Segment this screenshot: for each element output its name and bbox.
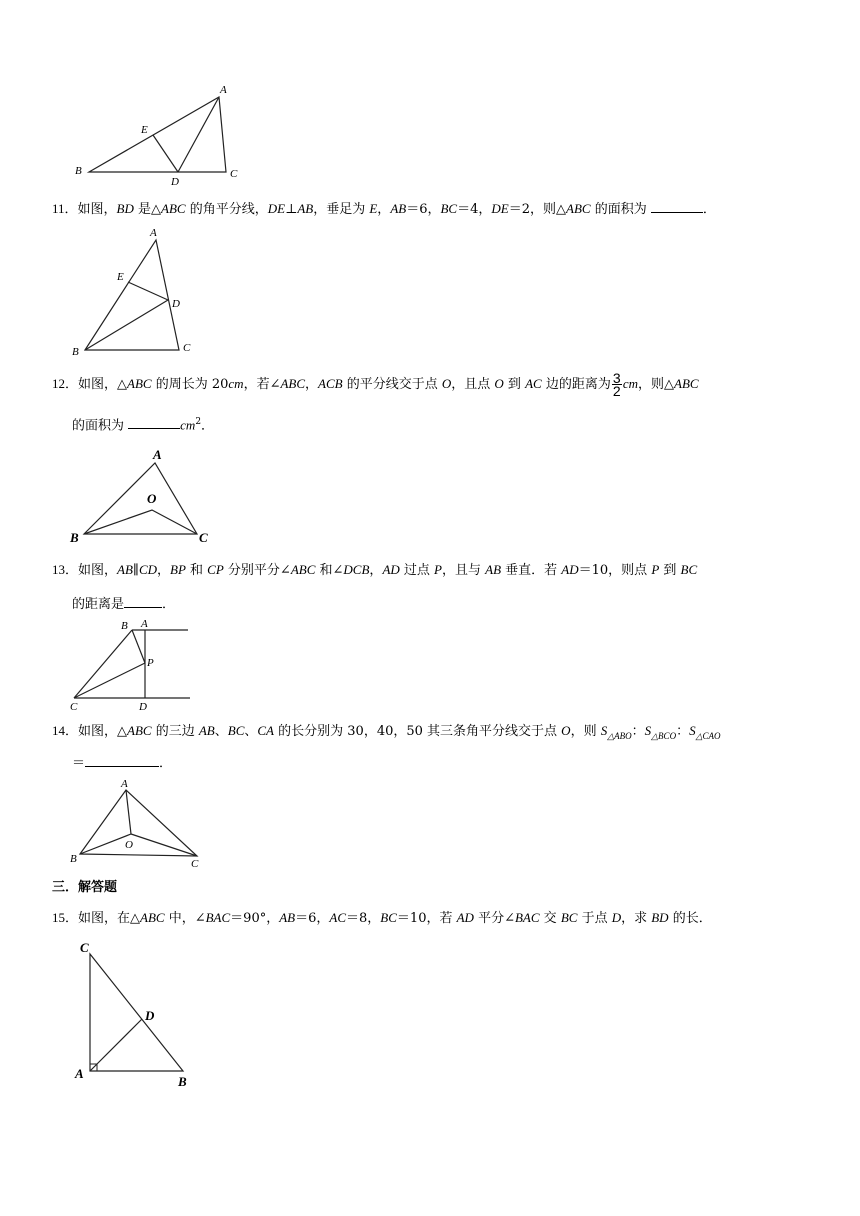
label-c: C — [230, 168, 238, 180]
question-number: 13． — [52, 562, 79, 577]
label-c: C — [191, 858, 199, 870]
segment-bd — [85, 300, 168, 350]
label-a: A — [75, 1066, 84, 1081]
question-number: 15． — [52, 910, 79, 925]
bisectors-bo-co — [84, 510, 197, 534]
figure-q10 — [60, 80, 260, 190]
label-d: D — [139, 701, 147, 713]
label-o: O — [125, 839, 133, 851]
bisector-cp — [74, 663, 145, 698]
segment-co — [131, 834, 197, 856]
label-e: E — [141, 124, 148, 136]
label-b: B — [75, 165, 82, 177]
label-d: D — [145, 1008, 155, 1023]
triangle-abc — [80, 790, 197, 856]
label-a: A — [153, 447, 162, 462]
question-12-line1: 12．如图，△ABC 的周长为 20cm，若∠ABC，ACB 的平分线交于点 O，且点 O 到 AC 边的距离为 $\frac{3}{2}$ cm，则△ABC — [52, 370, 699, 399]
label-b: B — [70, 853, 77, 865]
segment-ad — [90, 1019, 142, 1071]
question-number: 12． — [52, 376, 79, 391]
label-e: E — [117, 271, 124, 283]
segment-ed — [128, 282, 168, 300]
question-number: 11． — [52, 201, 78, 216]
label-c: C — [70, 701, 78, 713]
label-c: C — [183, 342, 191, 354]
label-c: C — [199, 530, 208, 545]
question-12-line2: 的面积为 $cm^2$． — [72, 412, 214, 436]
label-b: B — [70, 530, 79, 545]
question-13-line2: 的距离是 ． — [72, 593, 175, 615]
question-15: 15．如图，在△ABC 中，∠BAC＝90°，AB＝6，AC＝8，BC＝10，若 AD 平分∠BAC 交 BC 于点 D，求 BD 的长． — [52, 910, 712, 926]
label-o: O — [147, 491, 157, 506]
bisector-bp — [132, 630, 145, 663]
question-11: 11．如图，BD 是△ABC 的角平分线，DE⊥AB，垂足为 E，AB＝6，BC＝4，DE＝2，则△ABC 的面积为 ． — [52, 198, 716, 220]
label-a: A — [141, 618, 148, 630]
triangle-abc — [89, 97, 226, 172]
triangle-abc — [90, 954, 183, 1071]
figure-q13 — [65, 615, 200, 715]
label-a: A — [121, 778, 128, 790]
triangle-abc — [84, 463, 197, 534]
label-b: B — [121, 620, 128, 632]
label-b: B — [178, 1074, 187, 1089]
label-d: D — [171, 176, 179, 188]
section-heading: 三．解答题 — [52, 880, 118, 895]
label-c: C — [80, 940, 89, 955]
question-14-line1: 14．如图，△ABC 的三边 AB、BC、CA 的长分别为 30，40，50 其三条角平分线交于点 O，则 $S_{\triangle ABO}$：$S_{\triangle BCO}$：$S_{\triangle CAO}$ — [52, 723, 721, 741]
segment-ed — [153, 135, 178, 172]
question-13-line1: 13．如图，AB∥CD，BP 和 CP 分别平分∠ABC 和∠DCB，AD 过点 P，且与 AB 垂直．若 AD＝10，则点 P 到 BC — [52, 562, 698, 578]
question-14-line2: ＝ ． — [72, 752, 172, 774]
fraction-three-halves: $\frac{3}{2}$ — [612, 370, 621, 399]
answer-blank[interactable] — [128, 414, 180, 429]
question-number: 14． — [52, 723, 79, 738]
label-p: P — [147, 657, 154, 669]
triangle-abc — [85, 240, 179, 350]
segment-bc — [74, 630, 132, 698]
figure-q15 — [65, 935, 205, 1090]
answer-blank[interactable] — [651, 198, 703, 213]
label-a: A — [220, 84, 227, 96]
figure-q12 — [65, 440, 225, 550]
answer-blank[interactable] — [124, 593, 162, 608]
label-d: D — [172, 298, 180, 310]
label-a: A — [150, 227, 157, 239]
segment-ao — [126, 790, 131, 834]
label-b: B — [72, 346, 79, 358]
figure-q14 — [65, 775, 210, 870]
figure-q11 — [65, 222, 205, 362]
answer-blank[interactable] — [85, 752, 159, 767]
